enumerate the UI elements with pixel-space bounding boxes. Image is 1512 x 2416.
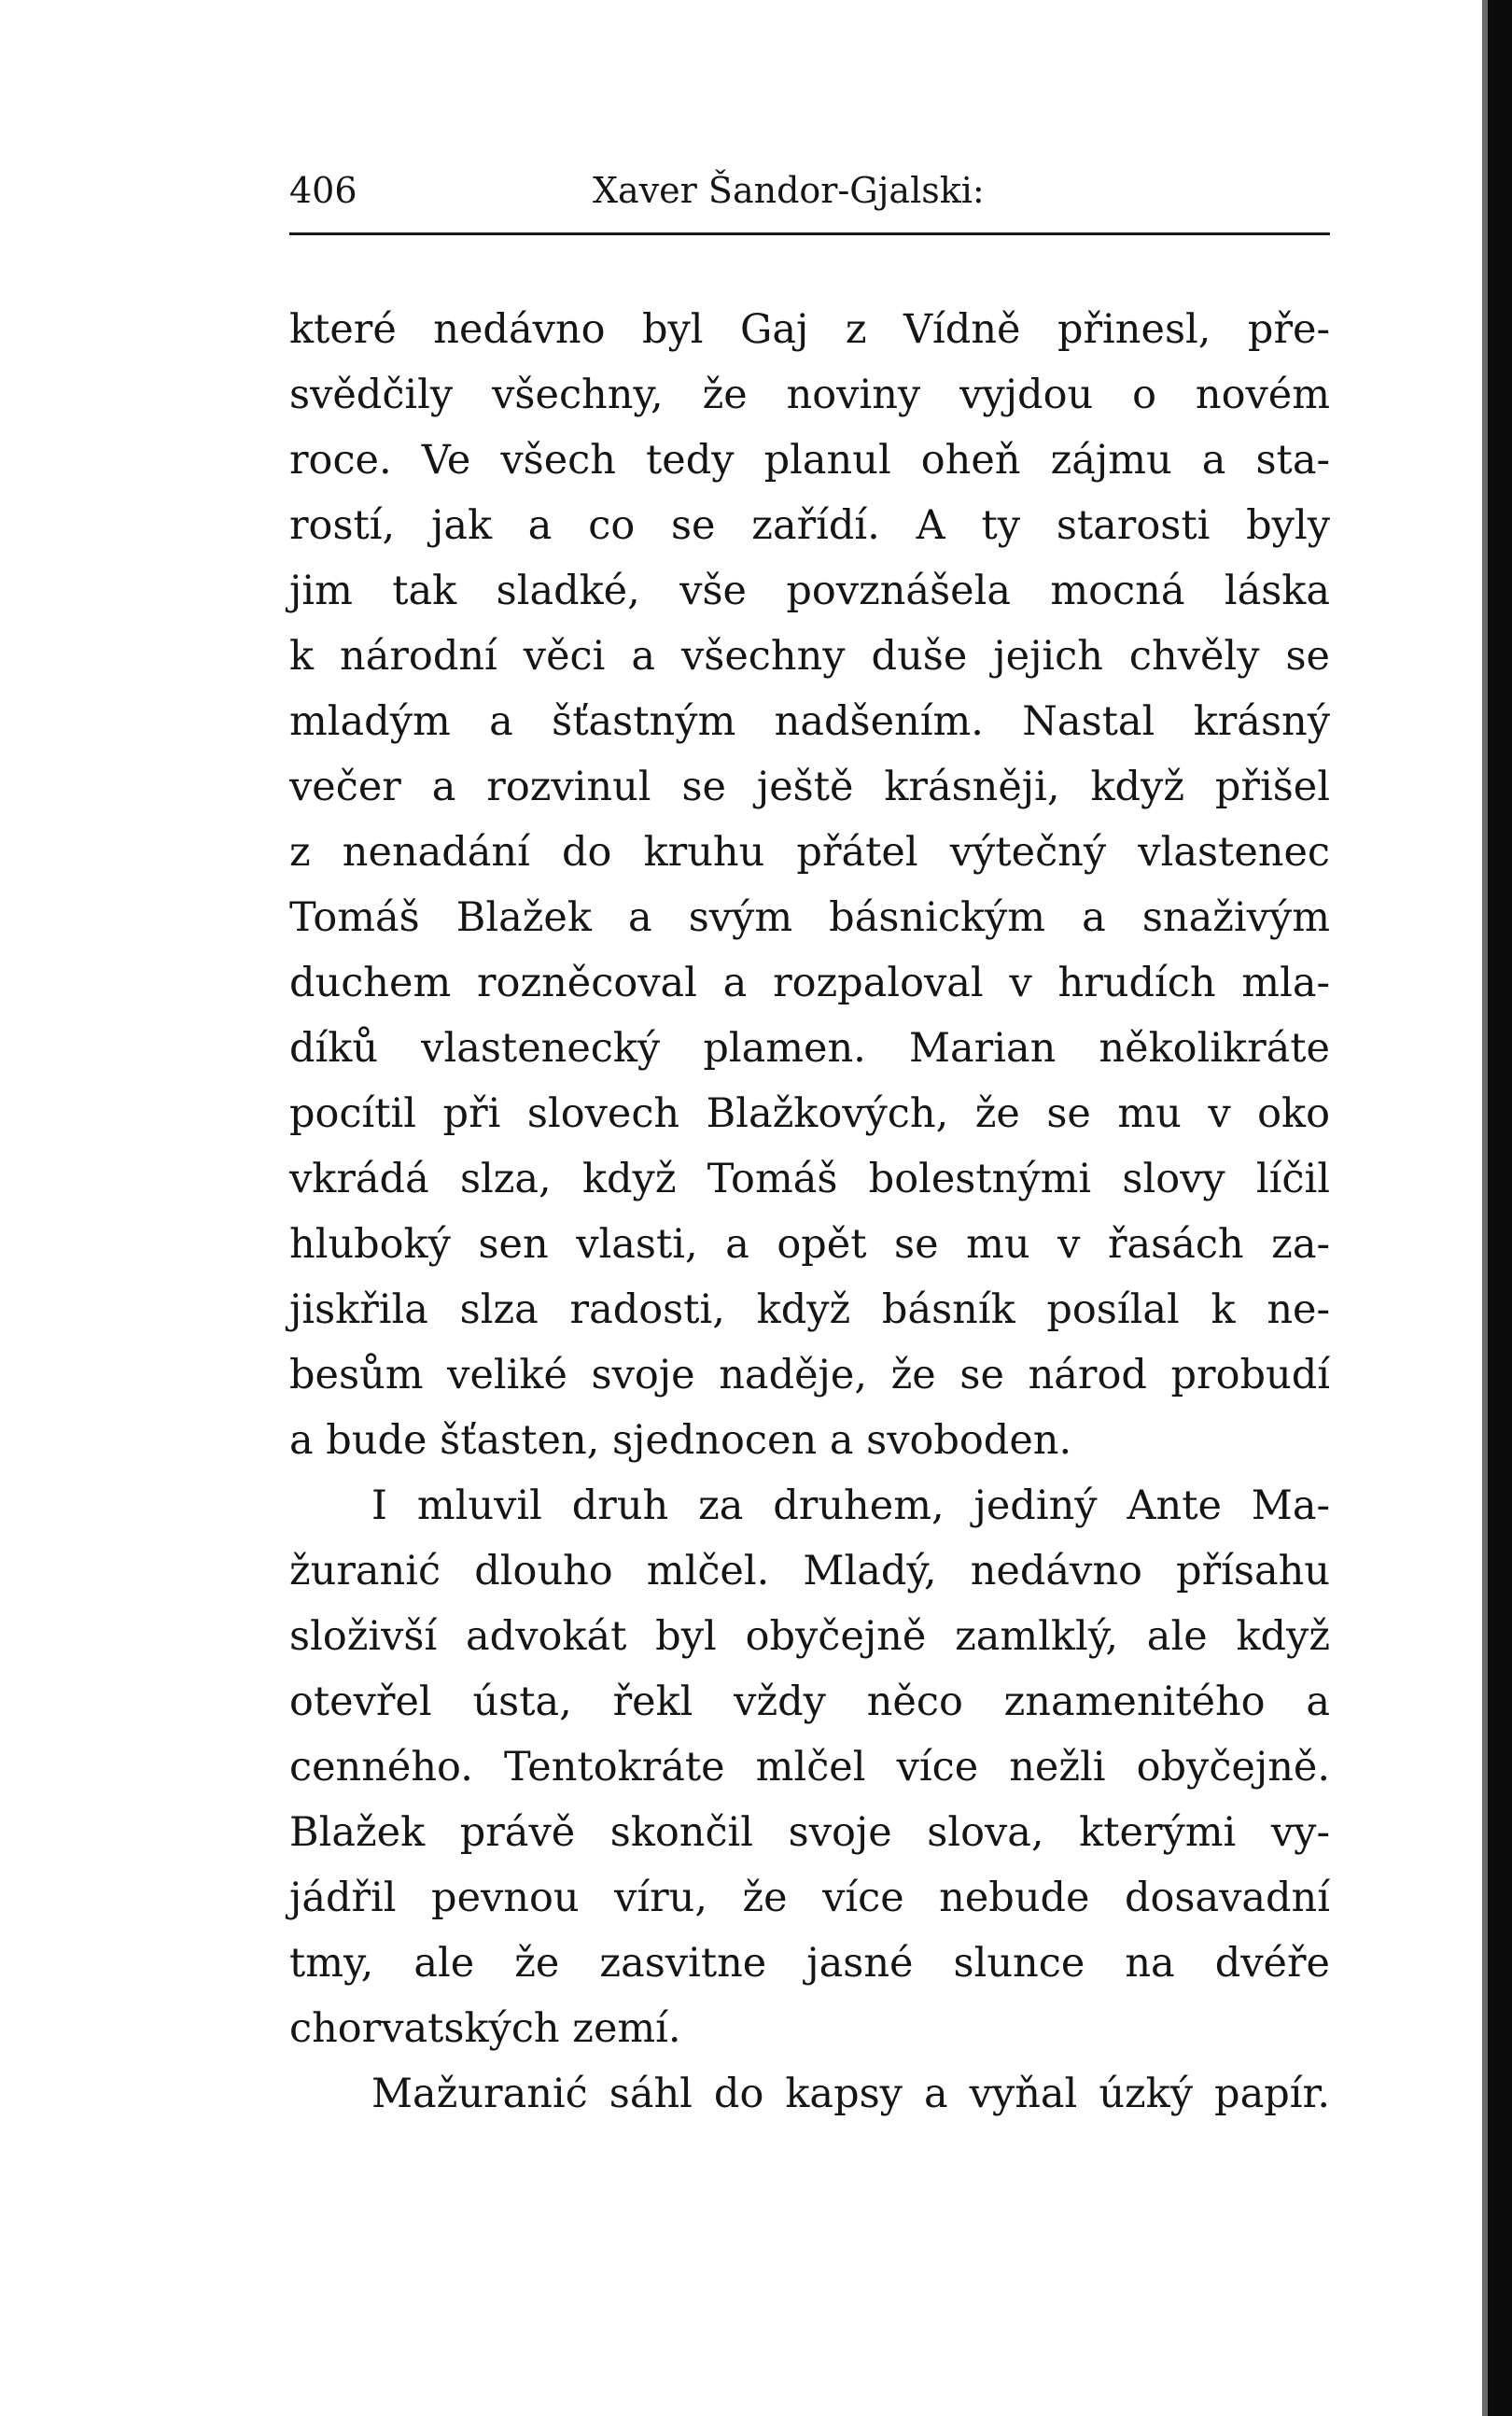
text-line: cenného. Tentokráte mlčel více nežli obyčejně.: [289, 1744, 1330, 1791]
body-text: [289, 297, 1330, 2127]
text-line: jiskřila slza radosti, když básník posílal k ne-: [289, 1286, 1330, 1333]
text-line: složivší advokát byl obyčejně zamlklý, ale když: [289, 1613, 1330, 1660]
text-line: jim tak sladké, vše povznášela mocná láska: [289, 568, 1330, 614]
text-line: tmy, ale že zasvitne jasné slunce na dvéře: [289, 1940, 1330, 1987]
text-line: I mluvil druh za druhem, jediný Ante Ma-: [371, 1482, 1330, 1529]
text-line: které nedávno byl Gaj z Vídně přinesl, pře-: [289, 306, 1330, 353]
text-line: Tomáš Blažek a svým básnickým a snaživým: [289, 894, 1330, 941]
running-head: Xaver Šandor-Gjalski:: [593, 170, 985, 211]
text-line: duchem rozněcoval a rozpaloval v hrudích mla-: [289, 960, 1330, 1006]
text-line: svědčily všechny, že noviny vyjdou o novém: [289, 372, 1330, 418]
text-line: jádřil pevnou víru, že více nebude dosavadní: [289, 1875, 1330, 1921]
text-line: večer a rozvinul se ještě krásněji, když přišel: [289, 764, 1330, 810]
header-rule: [289, 232, 1330, 235]
text-line: mladým a šťastným nadšením. Nastal krásný: [289, 698, 1330, 745]
scan-edge: [1488, 0, 1512, 2416]
text-line: k národní věci a všechny duše jejich chvěly se: [289, 633, 1330, 680]
text-line: díků vlastenecký plamen. Marian několikráte: [289, 1025, 1330, 1072]
text-line: rostí, jak a co se zařídí. A ty starosti byly: [289, 502, 1330, 549]
text-line: otevřel ústa, řekl vždy něco znamenitého a: [289, 1679, 1330, 1725]
text-line: roce. Ve všech tedy planul oheň zájmu a sta-: [289, 437, 1330, 484]
text-line: a bude šťasten, sjednocen a svoboden.: [289, 1417, 1072, 1464]
text-line: žuranić dlouho mlčel. Mladý, nedávno přísahu: [289, 1548, 1330, 1594]
text-line: pocítil při slovech Blažkových, že se mu v oko: [289, 1090, 1330, 1137]
text-line: hluboký sen vlasti, a opět se mu v řasách za-: [289, 1221, 1330, 1268]
page-number: 406: [289, 170, 357, 211]
page-header: [289, 170, 1330, 226]
text-line: Mažuranić sáhl do kapsy a vyňal úzký papír.: [371, 2071, 1330, 2117]
text-line: chorvatských zemí.: [289, 2005, 681, 2052]
text-line: vkrádá slza, když Tomáš bolestnými slovy líčil: [289, 1156, 1330, 1202]
text-line: besům veliké svoje naděje, že se národ probudí: [289, 1352, 1330, 1398]
text-line: z nenadání do kruhu přátel výtečný vlastenec: [289, 829, 1330, 876]
text-line: Blažek právě skončil svoje slova, kterými vy-: [289, 1809, 1330, 1856]
